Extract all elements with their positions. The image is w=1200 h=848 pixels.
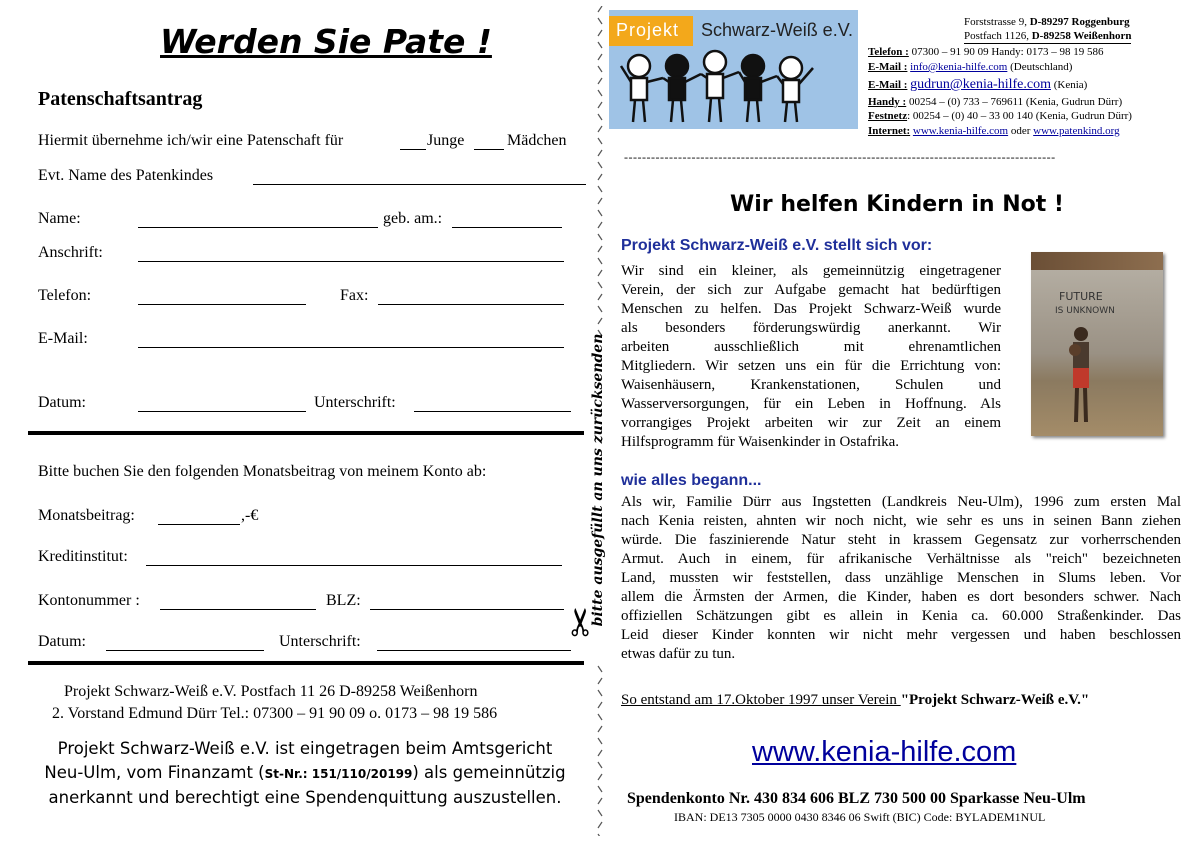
- cut-tick: [598, 90, 602, 96]
- paragraph-line: Leid dieser Kinder konnten wir nicht mehr vergessen und haben beschlossen: [621, 627, 1181, 643]
- section-history-title: wie alles begann...: [621, 472, 762, 489]
- account-field[interactable]: [160, 609, 316, 610]
- cut-tick: [598, 738, 602, 744]
- cut-tick: [598, 54, 602, 60]
- website-link-2[interactable]: www.patenkind.org: [1033, 125, 1120, 137]
- legal-note: Projekt Schwarz-Weiß e.V. ist eingetragen beim Amtsgericht Neu-Ulm, vom Finanzamt (St-Nr.: 151/110/20199) als gemeinnützig anerkannt und berechtigt eine Spendenquittung auszustellen.: [44, 739, 566, 807]
- cut-tick: [598, 786, 602, 792]
- cut-tick: [598, 78, 602, 84]
- paragraph-line: Wasserversorgungen, für ein Leben in Hoffnung. Als: [621, 396, 1001, 412]
- cut-tick: [598, 30, 602, 36]
- signature2-label: Unterschrift:: [279, 633, 361, 650]
- paragraph-line: Waisenhäusern, Krankenstationen, Schulen und: [621, 377, 1001, 393]
- bank-field[interactable]: [146, 565, 562, 566]
- paragraph-line: Verein, der sich zur Aufgabe gemacht hat bedürftigen: [621, 282, 1001, 298]
- paragraph-line: allem die Ärmsten der Armen, die Kinder, haben es dort besonders schwer. Nach: [621, 589, 1181, 605]
- founded-line: So entstand am 17.Oktober 1997 unser Verein "Projekt Schwarz-Weiß e.V.": [621, 692, 1090, 708]
- paragraph-line: Hilfsprogramm für Waisenkinder in Ostafrika.: [621, 434, 900, 450]
- cut-tick: [598, 42, 602, 48]
- cut-tick: [598, 234, 602, 240]
- paragraph-line: Wir sind ein kleiner, als gemeinnützig eingetragener: [621, 263, 1001, 279]
- address-field[interactable]: [138, 261, 564, 262]
- paragraph-line: vorrangiges Projekt arbeiten wir zur Zeit an einem: [621, 415, 1001, 431]
- email-ke-link[interactable]: gudrun@kenia-hilfe.com: [910, 77, 1051, 92]
- form-title: Werden Sie Pate !: [160, 22, 492, 61]
- section-intro-title: Projekt Schwarz-Weiß e.V. stellt sich vor:: [621, 237, 933, 254]
- account-label: Kontonummer :: [38, 592, 140, 609]
- paragraph-line: offiziellen Schätzungen gibt es allein in Kenia ca. 60.000 Straßenkinder. Das: [621, 608, 1181, 624]
- cut-tick: [598, 690, 602, 696]
- photo-graffiti-1: FUTURE: [1059, 290, 1103, 303]
- paragraph-line: als besonders förderungswürdig anerkannt. Wir: [621, 320, 1001, 336]
- cut-tick: [598, 678, 602, 684]
- footer-address: Projekt Schwarz-Weiß e.V. Postfach 11 26 D-89258 Weißenhorn: [64, 683, 478, 700]
- maedchen-line[interactable]: [474, 149, 504, 150]
- blz-label: BLZ:: [326, 592, 361, 609]
- cut-tick: [598, 726, 602, 732]
- cut-tick: [598, 18, 602, 24]
- maedchen-label: Mädchen: [507, 132, 567, 149]
- paragraph-line: arbeiten ausschließlich mit ehrenamtlichen: [621, 339, 1001, 355]
- iban-line: IBAN: DE13 7305 0000 0430 8346 06 Swift (BIC) Code: BYLADEM1NUL: [674, 810, 1046, 824]
- junge-label: Junge: [427, 132, 465, 149]
- cut-tick: [598, 282, 602, 288]
- email-de-row: E-Mail : info@kenia-hilfe.com (Deutschland): [868, 61, 1073, 73]
- internet-row: Internet: www.kenia-hilfe.com oder www.patenkind.org: [868, 125, 1120, 137]
- cut-tick: [598, 270, 602, 276]
- child-photo: [1031, 252, 1163, 436]
- cut-tick: [598, 666, 602, 672]
- form-subtitle: Patenschaftsantrag: [38, 88, 203, 110]
- cut-tick: [598, 6, 602, 12]
- evt-name-field[interactable]: [253, 184, 586, 185]
- signature-label: Unterschrift:: [314, 394, 396, 411]
- paragraph-line: nach Kenia reisten, ahnten wir noch nicht, wie sehr es uns in seinen Bann ziehen: [621, 513, 1181, 529]
- paragraph-line: Menschen zu helfen. Das Projekt Schwarz-Weiß wurde: [621, 301, 1001, 317]
- address-label: Anschrift:: [38, 244, 103, 261]
- donation-account: Spendenkonto Nr. 430 834 606 BLZ 730 500 00 Sparkasse Neu-Ulm: [627, 790, 1086, 807]
- date2-label: Datum:: [38, 633, 86, 650]
- logo-name: Schwarz-Weiß e.V.: [701, 20, 854, 40]
- headline: Wir helfen Kindern in Not !: [730, 192, 1064, 217]
- cut-tick: [598, 750, 602, 756]
- signature2-field[interactable]: [377, 650, 571, 651]
- cut-tick: [598, 210, 602, 216]
- address-line-1: Forststrasse 9, D-89297 Roggenburg: [964, 16, 1130, 28]
- date2-field[interactable]: [106, 650, 264, 651]
- monthly-amount-field[interactable]: [158, 524, 240, 525]
- cut-tick: [598, 246, 602, 252]
- child-figure: [1061, 322, 1101, 432]
- cut-tick: [598, 114, 602, 120]
- paragraph-line: Armut. Auch in einem, für afrikanische Verhältnisse als "reich" bezeichneten: [621, 551, 1181, 567]
- name-label: Name:: [38, 210, 81, 227]
- cut-tick: [598, 774, 602, 780]
- footer-contact: 2. Vorstand Edmund Dürr Tel.: 07300 – 91 90 09 o. 0173 – 98 19 586: [52, 705, 498, 722]
- cut-tick: [598, 834, 602, 836]
- cut-tick: [598, 102, 602, 108]
- separator-top: [28, 431, 584, 435]
- fax-label: Fax:: [340, 287, 369, 304]
- landline-row: Festnetz: 00254 – (0) 40 – 33 00 140 (Kenia, Gudrun Dürr): [868, 110, 1132, 122]
- dashed-separator: ------------------------------------------------------------------------------------------------: [624, 150, 1056, 164]
- paragraph-line: etwas dafür zu tun.: [621, 646, 736, 662]
- birthdate-field[interactable]: [452, 227, 562, 228]
- phone-row: Telefon : 07300 – 91 90 09 Handy: 0173 – 98 19 586: [868, 46, 1104, 58]
- section-intro-text: [621, 262, 1001, 452]
- cut-tick: [598, 822, 602, 828]
- junge-line[interactable]: [400, 149, 426, 150]
- cut-tick: [598, 66, 602, 72]
- cut-tick: [598, 198, 602, 204]
- cut-tick: [598, 702, 602, 708]
- website-link-1[interactable]: www.kenia-hilfe.com: [912, 125, 1009, 137]
- photo-graffiti-2: IS UNKNOWN: [1055, 306, 1115, 316]
- paragraph-line: Mitgliedern. Wir setzen uns ein für die Errichtung von:: [621, 358, 1001, 374]
- cut-tick: [598, 186, 602, 192]
- cut-tick: [598, 138, 602, 144]
- cut-tick: [598, 762, 602, 768]
- cut-tick: [598, 222, 602, 228]
- section-history-text: [621, 493, 1181, 664]
- paragraph-line: Als wir, Familie Dürr aus Ingstetten (Landkreis Neu-Ulm), 1996 zum ersten Mal: [621, 494, 1181, 510]
- cut-tick: [598, 162, 602, 168]
- scissors-icon: ✂: [558, 606, 603, 638]
- paragraph-line: Land, mussten wir feststellen, dass unzählige Menschen in Slums leben. Vor: [621, 570, 1181, 586]
- email-de-link[interactable]: info@kenia-hilfe.com: [910, 61, 1008, 73]
- cut-tick: [598, 798, 602, 804]
- cut-tick: [598, 258, 602, 264]
- signature-field[interactable]: [414, 411, 571, 412]
- euro-suffix: ,-€: [241, 507, 259, 524]
- blz-field[interactable]: [370, 609, 564, 610]
- cut-tick: [598, 810, 602, 816]
- logo: [609, 10, 858, 129]
- website-banner-link[interactable]: www.kenia-hilfe.com: [752, 736, 1017, 768]
- name-field[interactable]: [138, 227, 378, 228]
- intro-text: Hiermit übernehme ich/wir eine Patenschaft für: [38, 132, 344, 149]
- phone-label: Telefon:: [38, 287, 92, 304]
- address-line-2: Postfach 1126, D-89258 Weißenhorn: [964, 30, 1132, 42]
- logo-word: Projekt: [616, 20, 680, 40]
- monthly-amount-label: Monatsbeitrag:: [38, 507, 135, 524]
- date-label: Datum:: [38, 394, 86, 411]
- birthdate-label: geb. am.:: [383, 210, 443, 227]
- cut-tick: [598, 714, 602, 720]
- evt-name-label: Evt. Name des Patenkindes: [38, 167, 214, 184]
- email-label: E-Mail:: [38, 330, 88, 347]
- debit-instruction: Bitte buchen Sie den folgenden Monatsbeitrag von meinem Konto ab:: [38, 463, 487, 480]
- cut-tick: [598, 174, 602, 180]
- separator-bottom: [28, 661, 584, 665]
- date-field[interactable]: [138, 411, 306, 412]
- email-field[interactable]: [138, 347, 564, 348]
- email-ke-row: E-Mail : gudrun@kenia-hilfe.com (Kenia): [868, 77, 1088, 92]
- fax-field[interactable]: [378, 304, 564, 305]
- cut-tick: [598, 150, 602, 156]
- paragraph-line: würde. Die faszinierende Natur steht in krassem Gegensatz zur vorherrschenden: [621, 532, 1181, 548]
- cut-tick: [598, 126, 602, 132]
- children-illustration: [619, 48, 819, 128]
- mobile-row: Handy : 00254 – (0) 733 – 769611 (Kenia, Gudrun Dürr): [868, 96, 1123, 108]
- phone-field[interactable]: [138, 304, 306, 305]
- return-instruction: bitte ausgefüllt an uns zurücksenden: [590, 333, 606, 627]
- photo-roof: [1031, 252, 1163, 270]
- bank-label: Kreditinstitut:: [38, 548, 128, 565]
